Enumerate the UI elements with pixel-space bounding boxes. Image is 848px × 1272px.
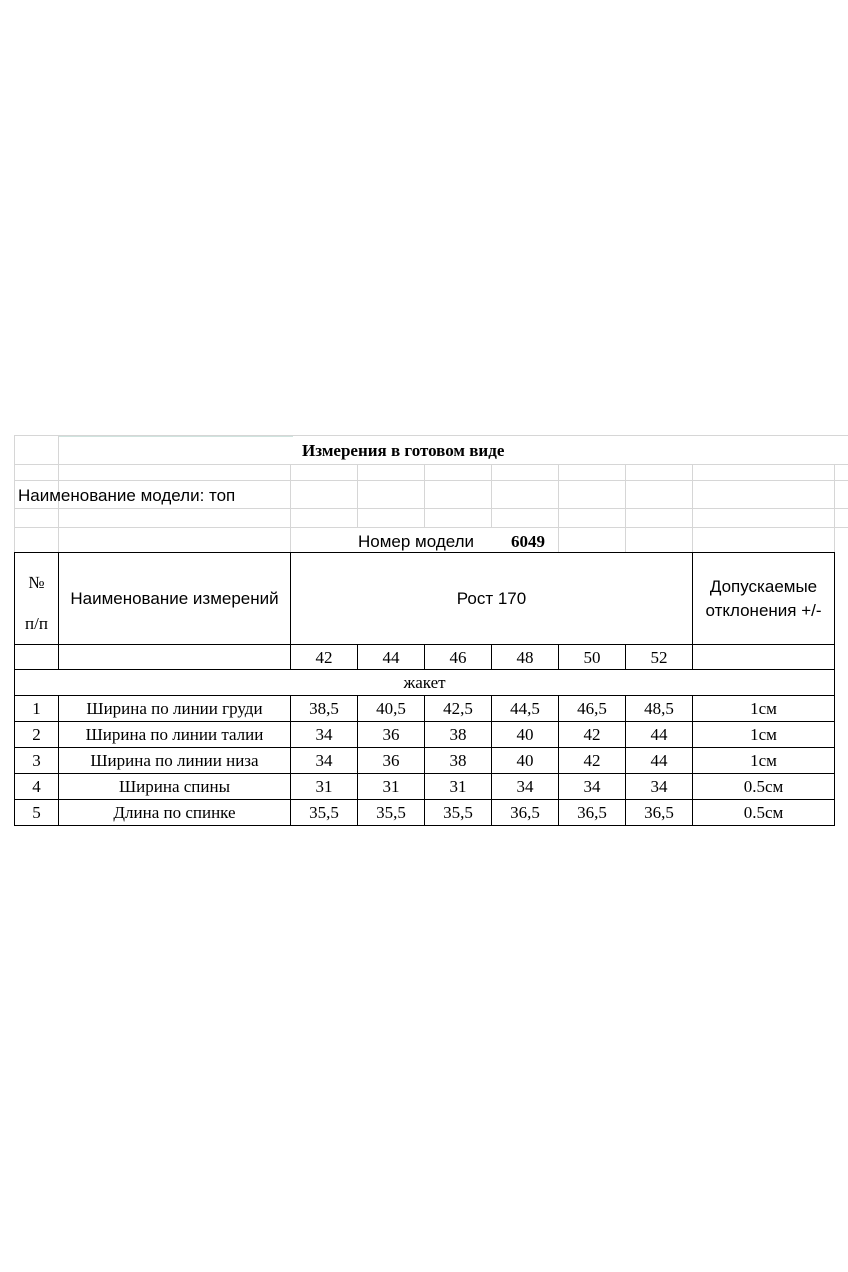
tolerance-value: 1см <box>693 696 835 722</box>
model-number-label: Номер модели <box>358 532 475 551</box>
measurement-value: 40 <box>492 748 559 774</box>
row-number: 2 <box>15 722 59 748</box>
measurement-value: 44 <box>626 748 693 774</box>
measurement-value: 48,5 <box>626 696 693 722</box>
measurement-value: 35,5 <box>291 800 358 826</box>
measurement-value: 35,5 <box>425 800 492 826</box>
measurement-name: Длина по спинке <box>59 800 291 826</box>
tolerance-value: 1см <box>693 748 835 774</box>
gridline <box>14 527 848 528</box>
gridline <box>625 464 626 552</box>
tolerance-value: 0.5см <box>693 774 835 800</box>
gridline <box>834 464 835 552</box>
gridline <box>558 464 559 552</box>
row-number: 4 <box>15 774 59 800</box>
section-row <box>15 670 835 696</box>
measurement-value: 34 <box>626 774 693 800</box>
table-row <box>15 774 835 800</box>
measurement-value: 31 <box>358 774 425 800</box>
measurement-name: Ширина спины <box>59 774 291 800</box>
measurement-name: Ширина по линии груди <box>59 696 291 722</box>
empty-cell <box>693 645 835 670</box>
tolerance-value: 0.5см <box>693 800 835 826</box>
measurement-value: 36 <box>358 722 425 748</box>
measurement-value: 36,5 <box>559 800 626 826</box>
tolerance-header: Допускаемые отклонения +/- <box>693 553 835 645</box>
measurement-value: 36,5 <box>492 800 559 826</box>
measurement-name: Ширина по линии низа <box>59 748 291 774</box>
measurement-value: 31 <box>425 774 492 800</box>
height-header: Рост 170 <box>291 553 693 645</box>
table-row <box>15 800 835 826</box>
measurement-value: 40 <box>492 722 559 748</box>
gridline <box>14 480 848 481</box>
model-name-line: Наименование модели: топ <box>18 486 236 505</box>
table-header-row <box>15 553 835 645</box>
gridline <box>290 464 291 552</box>
table-row <box>15 696 835 722</box>
section-label: жакет <box>15 670 835 696</box>
size-cell: 42 <box>291 645 358 670</box>
measurement-value: 38 <box>425 748 492 774</box>
measurement-value: 36 <box>358 748 425 774</box>
number-abbrev: п/п <box>25 614 48 633</box>
table-row <box>15 748 835 774</box>
gridline <box>14 435 15 552</box>
gridline <box>357 464 358 528</box>
tolerance-value: 1см <box>693 722 835 748</box>
size-cell: 44 <box>358 645 425 670</box>
size-cell: 46 <box>425 645 492 670</box>
measurement-value: 44,5 <box>492 696 559 722</box>
measurement-value: 38 <box>425 722 492 748</box>
size-cell: 48 <box>492 645 559 670</box>
row-number: 1 <box>15 696 59 722</box>
gridline <box>491 464 492 528</box>
measurement-value: 40,5 <box>358 696 425 722</box>
measurement-name: Ширина по линии талии <box>59 722 291 748</box>
gridline <box>14 464 848 465</box>
measurement-value: 44 <box>626 722 693 748</box>
measurement-value: 34 <box>291 722 358 748</box>
gridline <box>14 435 848 436</box>
measurements-table <box>14 552 835 826</box>
gridline <box>692 464 693 552</box>
measurement-value: 34 <box>492 774 559 800</box>
sheet-title: Измерения в готовом виде <box>302 441 505 460</box>
number-sign: № <box>28 573 45 592</box>
measurement-value: 35,5 <box>358 800 425 826</box>
gridline <box>424 464 425 528</box>
spreadsheet-sheet <box>0 435 848 835</box>
measurement-value: 31 <box>291 774 358 800</box>
measurement-value: 42 <box>559 748 626 774</box>
measurement-value: 46,5 <box>559 696 626 722</box>
row-number: 3 <box>15 748 59 774</box>
row-number: 5 <box>15 800 59 826</box>
measurement-value: 36,5 <box>626 800 693 826</box>
column-number-header <box>15 553 59 645</box>
measurement-value: 34 <box>559 774 626 800</box>
gridline <box>14 508 848 509</box>
empty-cell <box>59 645 291 670</box>
model-number-value: 6049 <box>511 532 545 551</box>
empty-cell <box>15 645 59 670</box>
table-row <box>15 722 835 748</box>
column-name-header: Наименование измерений <box>59 553 291 645</box>
sizes-row <box>15 645 835 670</box>
size-cell: 52 <box>626 645 693 670</box>
measurement-value: 42,5 <box>425 696 492 722</box>
measurement-value: 38,5 <box>291 696 358 722</box>
measurement-value: 34 <box>291 748 358 774</box>
size-cell: 50 <box>559 645 626 670</box>
measurement-value: 42 <box>559 722 626 748</box>
